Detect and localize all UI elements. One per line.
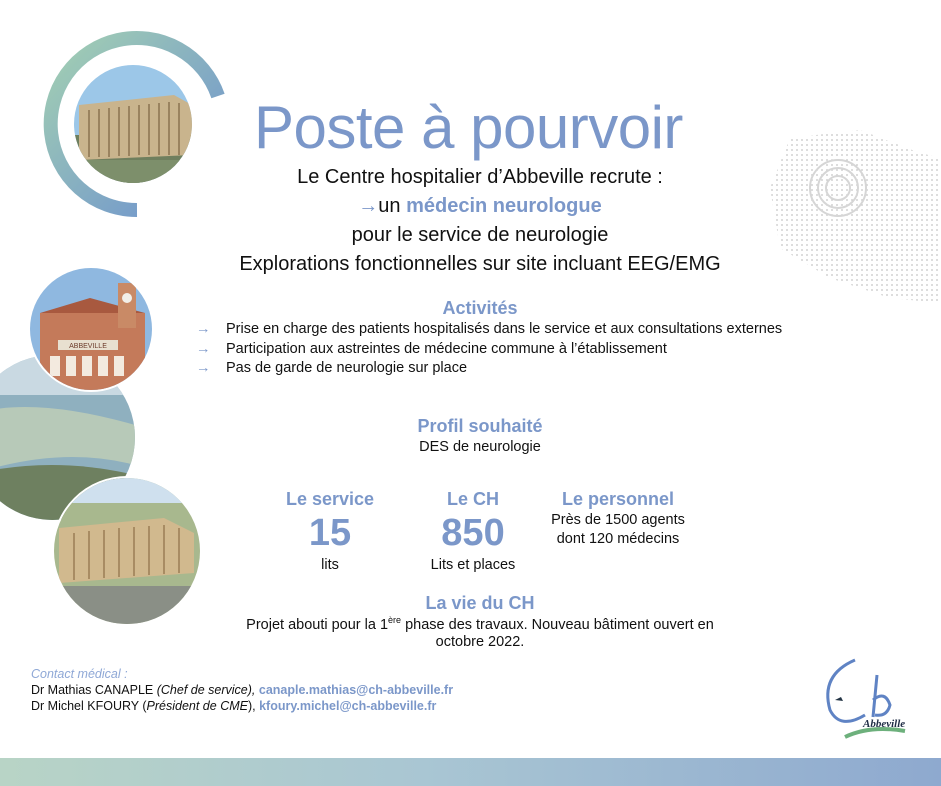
arrow-right-icon: →: [196, 321, 211, 337]
list-item: → Pas de garde de neurologie sur place: [196, 359, 796, 379]
intro-prefix: un: [378, 195, 407, 217]
intro-line-2: [180, 192, 780, 221]
vie-text-line-2: octobre 2022.: [435, 634, 525, 650]
abbeville-station-photo: [28, 266, 154, 392]
ch-heading: Le CH: [446, 489, 499, 509]
profil-text: DES de neurologie: [419, 439, 541, 455]
contact-label: Contact médical :: [31, 667, 128, 681]
list-item: → Prise en charge des patients hospitalisés dans le service et aux consultations externes: [196, 320, 796, 340]
activites-list: [196, 320, 796, 379]
arrow-right-icon: →: [196, 360, 211, 376]
email-link[interactable]: kfoury.michel@ch-abbeville.fr: [259, 699, 437, 713]
arrow-right-icon: →: [196, 340, 211, 357]
ch-abbeville-logo: [815, 655, 915, 745]
logo-town: Abbeville: [863, 718, 906, 730]
hospital-aerial-photo: [52, 476, 202, 626]
list-item: → Participation aux astreintes de médecine commune à l’établissement: [196, 340, 796, 360]
service-caption: lits: [321, 557, 339, 573]
personnel-line-2: dont 120 médecins: [556, 531, 680, 547]
service-heading: Le service: [285, 489, 375, 509]
ch-caption: Lits et places: [430, 557, 516, 573]
dotted-map-decoration: [770, 128, 941, 303]
activites-heading: Activités: [442, 298, 518, 318]
vie-text-line-1: Projet abouti pour la 1ère phase des travaux. Nouveau bâtiment ouvert en: [246, 615, 714, 633]
email-link[interactable]: canaple.mathias@ch-abbeville.fr: [258, 683, 454, 697]
service-number: 15: [308, 512, 352, 554]
contact-person-1: Dr Mathias CANAPLE (Chef de service), canaple.mathias@ch-abbeville.fr: [31, 683, 454, 697]
profil-heading: Profil souhaité: [417, 416, 543, 436]
personnel-line-1: Près de 1500 agents: [551, 512, 685, 528]
ch-number: 850: [441, 512, 505, 554]
intro-line-3: pour le service de neurologie: [351, 224, 609, 246]
svg-text:ABBEVILLE: ABBEVILLE: [69, 343, 107, 350]
footer-bar: [0, 758, 941, 786]
hospital-building-photo: [74, 65, 192, 183]
intro-line-4: Explorations fonctionnelles sur site incluant EEG/EMG: [239, 253, 721, 275]
job-title: médecin neurologue: [406, 195, 602, 217]
page-title: Poste à pourvoir: [254, 94, 683, 161]
personnel-heading: Le personnel: [561, 489, 675, 509]
intro-line-1: Le Centre hospitalier d’Abbeville recrute :: [297, 166, 663, 188]
vie-heading: La vie du CH: [425, 593, 535, 613]
arrow-right-icon: →: [358, 195, 379, 217]
contact-person-2: Dr Michel KFOURY (Président de CME), kfoury.michel@ch-abbeville.fr: [31, 699, 437, 713]
